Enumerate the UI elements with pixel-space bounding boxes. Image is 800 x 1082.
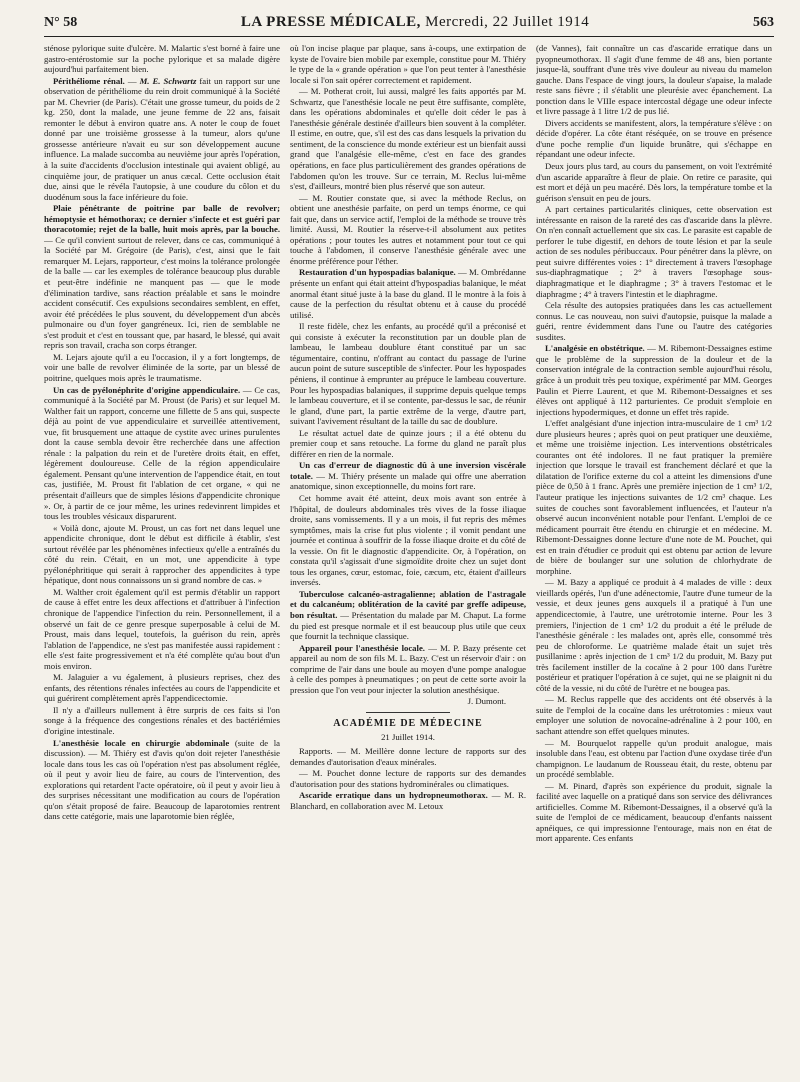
paragraph: où l'on incise plaque par plaque, sans à-coups, une extirpation de kyste de l'ovaire bien mobile par exemple, constitue pour M. Thiéry le type de la « grande opération » que l'on peut tenter à l'anesthésie locale si l'on sait opérer correctement et rapidement. (290, 43, 526, 85)
text-columns (44, 43, 774, 1063)
article-anesthesia-device (290, 643, 526, 696)
paragraph: Cela résulte des autopsies pratiquées dans les cas actuellement connus. Le cas nouveau, non suivi d'autopsie, puisque la malade a guéri, rentre évidemment dans l'une ou l'autre des catégories susdites. (536, 300, 772, 342)
article-local-anesthesia (44, 738, 280, 822)
article-chest-wound: Plaie pénétrante de poitrine par balle de revolver; hémoptysie et hémothorax; ce dernier s'infecte et est guéri par thoracotomie; rejet de la balle, huit mois après, par la bouche. — Ce qu'il convient surtout de relever, dans ce cas, communiqué à la Société par M. Grégoire (de Paris), c'est, ainsi que le fait remarquer M. Lejars, rapporteur, c'est moins la tolérance prolongée de la balle — car les exemples de tolérance beaucoup plus durable et peut-être indéfinie ne manquent pas — que le mode d'élimination tardive, sans réaction préalable et sans le moindre accident consécutif. Ces expulsions secondaires semblent, en effet, avoir été précédées le plus souvent, du développement d'un abcès pulmonaire ou d'un foyer gangréneux. Ici, rien de semblable ne s'est produit et c'est en toussant que, par hasard, le blessé, qui avait repris son travail, cracha son corps étranger. (44, 203, 280, 351)
page-header (44, 14, 774, 37)
section-divider (366, 712, 451, 713)
article-pyelonephritis (44, 385, 280, 522)
article-text: fait un rapport sur une observation de périthéliome du rein droit communiqué à la Société par M. Chevrier (de Paris). C'était une grosse tumeur, du poids de 2 kg. 250, dont la malade, une jeune femme de 22 ans, faisait remonter le début à environ quatre ans. A noter le coup de fouet donné par une troisième grossesse à la tumeur, alors qu'une grossesse antérieure n'avait eu sur son développement aucune influence. La malade succomba au neuvième jour après l'opération, à la suite d'accidents d'occlusion intestinale qui avaient obligé, au cinquième jour, de pratiquer un anus cæcal. Cette occlusion était due, ainsi que le révéla l'autopsie, à une coudure du côlon et du duodénum sous la face inférieure du foie. (44, 75, 280, 202)
article-heading: Périthéliome rénal. (53, 75, 125, 86)
paragraph: — M. Reclus rappelle que des accidents ont été observés à la suite de l'emploi de la cocaïne dans les urétrotomies : mieux vaut employer une solution de novocaïne-adrénaline à 2 pour 100, en sachant attendre son effet quelques minutes. (536, 694, 772, 736)
article-text: — Présentation du malade par M. Chaput. La forme du pied est presque normale et il est beaucoup plus utile que ceux que fournit la technique classique. (290, 609, 526, 642)
section-date: 21 Juillet 1914. (381, 732, 435, 743)
column-1 (44, 43, 280, 1063)
article-perithelioma: Périthéliome rénal. — M. E. Schwartz fait un rapport sur une observation de périthéliome du rein droit communiqué à la Société par M. Chevrier (de Paris). C'était une grosse tumeur, du poids de 2 kg. 250, dont la malade, une jeune femme de 22 ans, faisait remonter le début à environ quatre ans. A noter le coup de fouet donné par une troisième grossesse à la tumeur, alors qu'une grossesse antérieure n'avait eu sur son développement aucune influence. La malade succomba au neuvième jour après l'opération, à la suite d'accidents d'occlusion intestinale qui avaient obligé, au cinquième jour, de pratiquer un anus cæcal. Cette occlusion était due, ainsi que le révéla l'autopsie, à une coudure du côlon et du duodénum sous la face inférieure du foie. (44, 75, 280, 202)
article-heading: Appareil pour l'anesthésie locale. (299, 642, 425, 653)
paragraph: — M. Routier constate que, si avec la méthode Reclus, on obtient une anesthésie parfaite, on perd un temps énorme, ce qui fait que, dans un service actif, l'emploi de la méthode se trouve très limité. Aussi, M. Routier la réserve-t-il absolument aux petites opérations ; pour toutes les autres et notamment pour tout ce qui touche à l'abdomen, il conserve l'anesthésie générale avec une énorme préférence pour l'éther. (290, 192, 526, 266)
paragraph: M. Jalaguier a vu également, à plusieurs reprises, chez des enfants, des rétentions rénales infectées au cours de l'appendicite et qui guérirent complètement après l'appendicectomie. (44, 672, 280, 704)
article-heading: L'anesthésie locale en chirurgie abdominale (53, 737, 230, 748)
article-heading: Plaie pénétrante de poitrine par balle de revolver; hémoptysie et hémothorax; ce dernier s'infecte et est guéri par thoracotomie; rejet de la balle, huit mois après, par la bouche. (44, 203, 280, 235)
article-hypospadias (290, 267, 526, 320)
article-heading: Ascaride erratique dans un hydropneumothorax. (299, 790, 488, 801)
paragraph: M. Walther croit également qu'il est permis d'établir un rapport de cause à effet entre les deux affections et d'attribuer à l'infection chronique de l'appendice l'infection du rein. Personnellement, il a observé un fait de ce genre presque superposable à celui de M. Proust, mais dans lequel, toutefois, la guérison du rein, après l'ablation de l'appendice, ne s'est pas manifestée aussi rapidement : elle s'est faite progressivement et n'a été complète qu'au bout d'un mois environ. (44, 586, 280, 671)
paragraph: L'effet analgésiant d'une injection intra-musculaire de 1 cm³ 1/2 dure plusieurs heures ; après quoi on peut pratiquer une deuxième, et même une troisième injection. Les interventions obstétricales courantes ont été indolores. Il ne faut pratiquer la première injection que lorsque le travail est franchement déclaré et que la dilatation de l'orifice externe du col a atteint les dimensions d'une pièce de 0,50 à 1 franc. Après une première injection de 1 cm³ 1/2, l'auteur pratique les injections suivantes de 1/2 cm³ chaque. Les suites de couches sont favorablement influencées, et l'auteur n'a observé aucun inconvénient notable pour l'enfant. L'emploi de ce médicament pourrait être étendu en chirurgie et en médecine. M. Ribemont-Dessaignes donne lecture d'une note de M. Pouchet, qui est en train d'étudier ce produit qui est obtenu par action de levure de bière de boulanger sur une solution de chlorhydrate de morphine. (536, 418, 772, 576)
journal-name: LA PRESSE MÉDICALE, (240, 14, 421, 30)
article-visceral-inversion (290, 460, 526, 492)
article-text: — M. R. Blanchard, en collaboration avec M. Letoux (290, 790, 526, 811)
paragraph: Rapports. — M. Meillère donne lecture de rapports sur des demandes d'autorisation d'eaux minérales. (290, 746, 526, 767)
article-text: — M. Ribemont-Dessaignes estime que le problème de la suppression de la douleur et de la conservation intégrale de la contraction semble aujourd'hui résolu, grâce à un produit très peu toxique, expérimenté par MM. Georges Paulin et Pierre Laurent, et que M. Ribemont-Dessaignes et ses élèves ont appliqué à 112 parturientes. Ce produit s'emploie en injections hypodermiques, et donne un effet très rapide. (536, 343, 772, 417)
paragraph: Le résultat actuel date de quinze jours ; il a été obtenu du premier coup et sans retouche. La forme du gland ne paraît plus différer en rien de la normale. (290, 427, 526, 459)
paragraph: Il reste fidèle, chez les enfants, au procédé qu'il a préconisé et qui consiste à exécuter la reconstitution par un double plan de lambeau, le lambeau doublure étant constitué par un sac tégumentaire, continu, n'offrant au contact du passage de l'urine aucun point de suture susceptible de s'infecter. Pour les hypospades péniens, il continue à emprunter au prépuce le lambeau couverture. Pour les hypospadias balaniques, il supprime depuis quelque temps le lambeau couverture, et il se contente, par-dessus le sac, de réunir le gland, d'une part, la partie extrême de la verge, d'autre part, suivant l'avivement résultant de la taille du sac de doublure. (290, 321, 526, 427)
article-text: — M. P. Bazy présente cet appareil au nom de son fils M. L. Bazy. C'est un réservoir d'air : on comprime de l'air dans une boule au moyen d'une pompe analogue à celle des pompes à pneumatiques ; on peut de cette sorte avoir la pression que l'on veut pour injecter la solution anesthésique. (290, 642, 526, 695)
section-heading: ACADÉMIE DE MÉDECINE (333, 717, 483, 729)
paragraph: — M. Pinard, d'après son expérience du produit, signale la facilité avec laquelle on a pratiqué dans son service des délivrances artificielles. Comme M. Ribemont-Dessaignes, il a observé qu'à la suite de l'emploi de ce médicament, beaucoup d'enfants naissent apnéiques, ce qui impressionne l'entourage, mais non en état de mort apparente. Ces enfants (536, 780, 772, 844)
article-text: — M. Thiéry présente un malade qui offre une aberration anatomique, sinon exceptionnelle, du moins fort rare. (290, 470, 526, 492)
paragraph: — M. Bourquelot rappelle qu'un produit analogue, mais insoluble dans l'eau, est obtenu par l'action d'une oxydase tirée d'un champignon. Le laudanum de Rousseau était, du reste, obtenu par un procédé semblable. (536, 737, 772, 780)
paragraph: « Voilà donc, ajoute M. Proust, un cas fort net dans lequel une appendicite chronique, dont le début est difficile à établir, s'est surtout révélée par les phénomènes infectieux qu'elle a entraînés du côté du rein. C'était, en un mot, une appendicite à type pyélonéphritique qui serait à rapprocher des appendicites à type hépatique, dont nous connaissons un si grand nombre de cas. » (44, 522, 280, 586)
issue-date: Mercredi, 22 Juillet 1914 (425, 14, 590, 30)
page-number: 563 (752, 15, 774, 30)
article-heading: Un cas d'erreur de diagnostic dû à une inversion viscérale totale. (290, 460, 526, 481)
paragraph: Deux jours plus tard, au cours du pansement, on voit l'extrémité d'un ascaride apparaître à fleur de plaie. On retire ce parasite, qui est mort et déjà un peu macéré. Dès lors, la température tombe et la guérison s'ensuit en peu de jours. (536, 161, 772, 203)
article-heading: Tuberculose calcanéo-astragalienne; ablation de l'astragale et du calcanéum; oblitération de la cavité par greffe adipeuse, bon résultat. (290, 588, 526, 620)
paragraph: A part certaines particularités cliniques, cette observation est intéressante en raison de la rareté des cas d'ascaride dans la plèvre. On n'en connaît actuellement que six cas. Le parasite est capable de perforer le tube digestif, en dehors de toute lésion et par la seule action de ses nodules péribuccaux. Pour pénétrer dans la plèvre, on peut suivre différentes voies : 1° directement à travers l'œsophage sus-diaphragmatique ; 2° à travers l'œsophage sous-diaphragmatique et le diaphragme ; 3° à travers l'estomac et le diaphragme ; 4° à travers l'intestin et le diaphragme. (536, 204, 772, 299)
article-text: (suite de la discussion). — M. Thiéry est d'avis qu'on doit rejeter l'anesthésie locale dans tous les cas où l'opération n'est pas absolument réglée, où il peut y avoir lieu de faire, au cours de l'intervention, des explorations qui retardent l'acte opératoire, où il peut y avoir lieu à des surprises nécessitant une modification au cours de l'opération qu'on s'était proposé de faire. Beaucoup de laparotomies rentrent dans cette catégorie, mais une laparotomie bien réglée, (44, 737, 280, 822)
article-heading: Un cas de pyélonéphrite d'origine appendiculaire. (53, 384, 241, 395)
paragraph: Divers accidents se manifestent, alors, la température s'élève : on décide d'opérer. La côte étant réséquée, on se trouve en présence d'une poche remplie d'un liquide brunâtre, qui s'échappe en répandant une odeur infecte. (536, 117, 772, 160)
article-ascaris (290, 790, 526, 811)
issue-number: N° 58 (44, 15, 78, 30)
article-tuberculosis (290, 589, 526, 642)
paragraph: M. Lejars ajoute qu'il a eu l'occasion, il y a fort longtemps, de voir une balle de revolver éliminée de la sorte, par un blessé de poitrine, quelques mois après le traumatisme. (44, 351, 280, 383)
article-author: M. E. Schwartz (139, 75, 197, 86)
column-2 (290, 43, 526, 1063)
paragraph: — M. Bazy a appliqué ce produit à 4 malades de ville : deux vieillards opérés, l'un d'une adénectomie, l'autre d'une tumeur de la vessie, et deux jeunes gens auxquels il a pratiqué à l'un une appendicectomie, à l'autre, une urétrotomie interne. Pour les 3 premiers, l'injection de 1 cm³ 1/2 du produit a été le prélude de l'anesthésie générale : les malades ont, après elle, consommé très peu de chloroforme. Le quatrième malade était un sujet très pusillanime : après injection de 1 cm³ 1/2 du produit, M. Bazy put très facilement instiller de la cocaïne à 2 pour 100 dans l'urètre postérieur et pratiquer l'opération à ce sujet, qui ne se plaignit ni du côté de la vessie, ni du côté de l'urètre et ne bougea pas. (536, 577, 772, 693)
paragraph: — M. Pouchet donne lecture de rapports sur des demandes d'autorisation pour des stations hydrominérales ou climatiques. (290, 768, 526, 789)
paragraph: — M. Potherat croit, lui aussi, malgré les faits apportés par M. Schwartz, que l'anesthésie locale ne peut être suffisante, complète, dans les opérations abdominales et qu'elle doit céder le pas à l'anesthésie générale destinée d'ailleurs bien souvent à la compléter. Il estime, en outre, que, s'il est des cas dans lesquels la privation du sentiment, de la conscience du monde extérieur est un bienfait aussi grand que l'analgésie elle-même, c'est en face des grandes opérations, en face plus particulièrement des grandes opérations de l'abdomen qu'on les trouve. Sur ce terrain, M. Reclus lui-même s'est, d'ailleurs, montré bien plus réservé que son auteur. (290, 86, 526, 192)
column-3 (536, 43, 772, 1063)
paragraph: (de Vannes), fait connaître un cas d'ascaride erratique dans un pyopneumothorax. Il s'agit d'une femme de 48 ans, bien portante jusque-là, souffrant d'une très vive douleur au niveau du mamelon gauche. Dans l'espace de vingt jours, la douleur s'apaise, la malade reste sans fièvre ; il s'établit une pleurésie avec épanchement. La ponction dans le VIIIe espace intercostal dégage une odeur infecte et livre passage à 1 litre 1/2 de pus lié. (536, 43, 772, 117)
article-heading: Restauration d'un hypospadias balanique. (299, 267, 456, 278)
article-heading: L'analgésie en obstétrique. (545, 343, 645, 354)
paragraph: sténose pylorique suite d'ulcère. M. Malartic s'est borné à faire une gastro-entérostomie sur la poche pylorique et sa malade digère aujourd'hui parfaitement bien. (44, 43, 280, 75)
paragraph: Cet homme avait été atteint, deux mois avant son entrée à l'hôpital, de douleurs abdominales très vives de la fosse iliaque droite, sans vomissements. Il y a un mois, il fut repris des mêmes symptômes, mais la crise fut plus violente ; il vomit pendant une journée et continua à souffrir de la fosse iliaque droite et du côté de la vessie. On fit le diagnostic d'appendicite. Or, à l'opération, on constata qu'il s'agissait d'une sigmoïdite droite chez un sujet dont tous les organes, cœur, estomac, foie, cæcum, etc, étaient d'ailleurs inversés. (290, 492, 526, 588)
article-text: — Ce cas, communiqué à la Société par M. Proust (de Paris) et sur lequel M. Walther fait un rapport, concerne une fillette de 5 ans qui, suspecte déjà au point de vue appendiculaire et surveillée attentivement, vue, fit brusquement une attaque de cystite avec urines purulentes dont la cause sembla devoir être recherchée dans une affection rénale : la palpation du rein et de l'uretère droits était, en effet, légèrement douloureuse. Celle de la région appendiculaire également. Pensant qu'une intervention de l'appendice était, en tout cas, justifiée, M. Proust fit l'ablation de cet organe, « qui ne présentait d'ailleurs que de simples lésions d'appendicite chronique ». Or, à partir de ce jour même, les urines redevinrent limpides et tous les troubles vésicaux disparurent. (44, 384, 280, 522)
article-text: — M. Ombrédanne présente un enfant qui était atteint d'hypospadias balanique, le méat anormal étant situé juste à la base du gland. Il le montre à la fois à cause de la perfection du résultat obtenu et à cause du procédé utilisé. (290, 267, 526, 320)
article-text: Ce qu'il convient surtout de relever, dans ce cas, communiqué à la Société par M. Grégoire (de Paris), c'est, ainsi que le fait remarquer M. Lejars, rapporteur, c'est moins la tolérance prolongée de la balle — car les exemples de tolérance beaucoup plus durable et peut-être indéfinie ne manquent pas — que le mode d'élimination tardive, sans réaction préalable et sans le moindre accident consécutif. Ces expulsions secondaires semblent, en effet, avoir été précédées le plus souvent, du développement d'un abcès pulmonaire ou d'un foyer gangréneux. Ici, rien de semblable ne s'est produit et c'est en toussant que, par hasard, le blessé, qui avait repris son travail, cracha son corps étranger. (44, 234, 280, 351)
paragraph: Il n'y a d'ailleurs nullement à être surpris de ces faits si l'on songe à la fréquence des congestions rénales et des bactériémies d'origine intestinale. (44, 704, 280, 736)
article-obstetric-analgesia (536, 343, 772, 417)
author-signature: J. Dumont. (467, 696, 506, 707)
journal-title (241, 14, 589, 31)
